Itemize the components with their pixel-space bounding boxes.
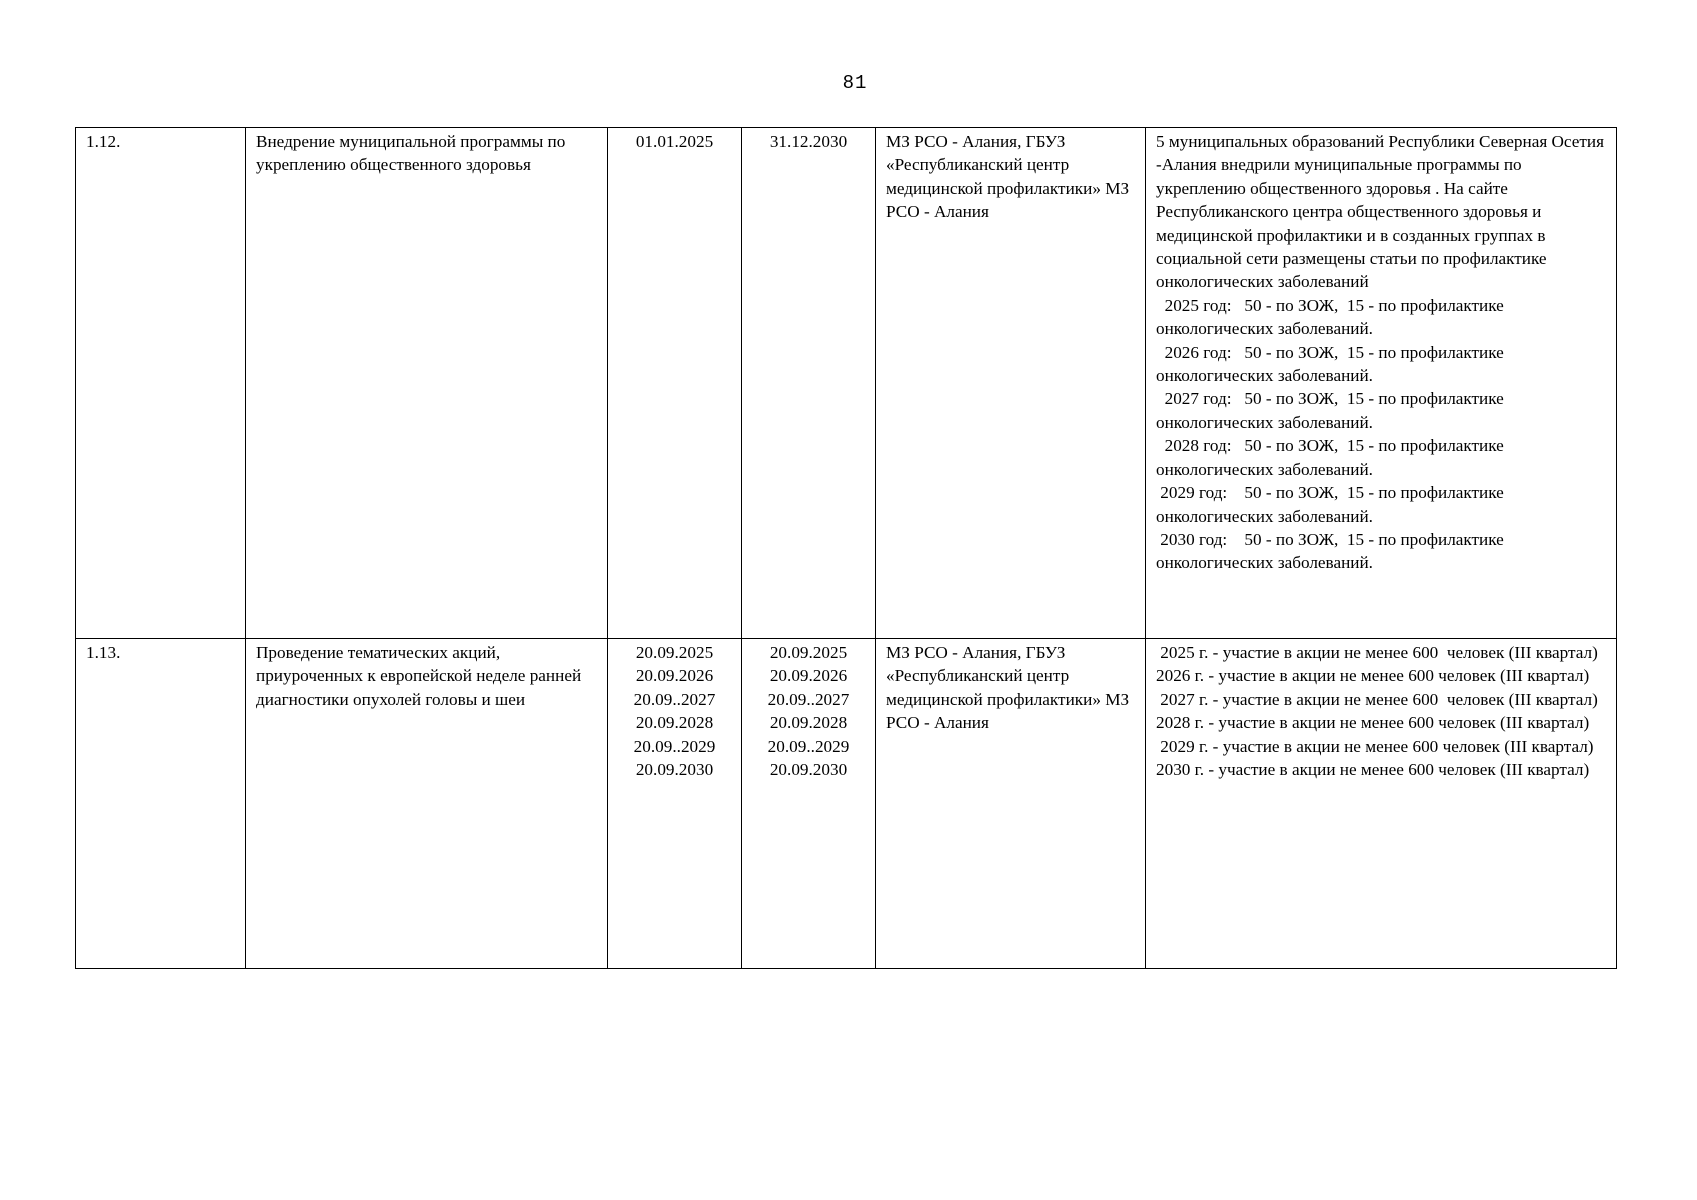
result-line: 2027 год: 50 - по ЗОЖ, 15 - по профилактике онкологических заболеваний.	[1156, 389, 1509, 432]
start-date-cell	[608, 639, 742, 969]
start-date: 20.09..2027	[633, 689, 716, 709]
responsible-executor: МЗ РСО - Алания, ГБУЗ «Республиканский центр медицинской профилактики» МЗ РСО - Алания	[876, 128, 1146, 639]
item-number: 1.12.	[76, 128, 246, 639]
item-number: 1.13.	[76, 639, 246, 969]
end-date: 20.09.2025	[769, 643, 848, 662]
end-date: 20.09..2029	[767, 736, 850, 756]
result-line: 2030 г. - участие в акции не менее 600 человек (III квартал)	[1156, 760, 1590, 780]
activity-name: Проведение тематических акций, приуроченных к европейской неделе ранней диагностики опухолей головы и шеи	[246, 639, 608, 969]
start-date: 20.09.2028	[635, 713, 714, 733]
activity-name: Внедрение муниципальной программы по укреплению общественного здоровья	[246, 128, 608, 639]
result-line: 2029 год: 50 - по ЗОЖ, 15 - по профилактике онкологических заболеваний.	[1156, 483, 1509, 526]
page-number: 81	[842, 72, 868, 94]
table-row	[76, 639, 1617, 969]
result-line: 2025 год: 50 - по ЗОЖ, 15 - по профилактике онкологических заболеваний.	[1156, 295, 1509, 339]
result-line: 2026 год: 50 - по ЗОЖ, 15 - по профилактике онкологических заболеваний.	[1156, 342, 1509, 386]
start-date: 20.09.2026	[635, 666, 714, 686]
start-date: 01.01.2025	[635, 132, 714, 151]
result-intro: 5 муниципальных образований Республики Северная Осетия -Алания внедрили муниципальные программы по укреплению общественного здоровья . На сайте Республиканского центра общественного здоровья и медицинской профилактики и в созданных группах в социальной сети размещены статьи по профилактике онкологических заболеваний	[1156, 132, 1605, 292]
responsible-executor: МЗ РСО - Алания, ГБУЗ «Республиканский центр медицинской профилактики» МЗ РСО - Алания	[876, 639, 1146, 969]
result-line: 2028 г. - участие в акции не менее 600 человек (III квартал)	[1156, 713, 1590, 733]
end-date: 20.09..2027	[767, 689, 850, 709]
result-line: 2028 год: 50 - по ЗОЖ, 15 - по профилактике онкологических заболеваний.	[1156, 436, 1509, 479]
end-date-cell	[742, 639, 876, 969]
activities-table	[75, 127, 1617, 969]
end-date: 20.09.2028	[769, 713, 848, 733]
end-date: 20.09.2030	[769, 760, 848, 780]
end-date-cell	[742, 128, 876, 639]
expected-result-cell	[1146, 639, 1617, 969]
result-line: 2027 г. - участие в акции не менее 600 человек (III квартал)	[1156, 689, 1598, 709]
end-date: 20.09.2026	[769, 666, 848, 686]
table-row	[76, 128, 1617, 639]
start-date: 20.09.2030	[635, 760, 714, 780]
end-date: 31.12.2030	[769, 132, 848, 151]
result-line: 2030 год: 50 - по ЗОЖ, 15 - по профилактике онкологических заболеваний.	[1156, 529, 1509, 573]
result-line: 2026 г. - участие в акции не менее 600 человек (III квартал)	[1156, 666, 1590, 686]
start-date: 20.09.2025	[635, 643, 714, 662]
start-date: 20.09..2029	[633, 736, 716, 756]
expected-result-cell	[1146, 128, 1617, 639]
result-line: 2029 г. - участие в акции не менее 600 человек (III квартал)	[1156, 736, 1594, 756]
start-date-cell	[608, 128, 742, 639]
result-line: 2025 г. - участие в акции не менее 600 человек (III квартал)	[1156, 643, 1598, 662]
